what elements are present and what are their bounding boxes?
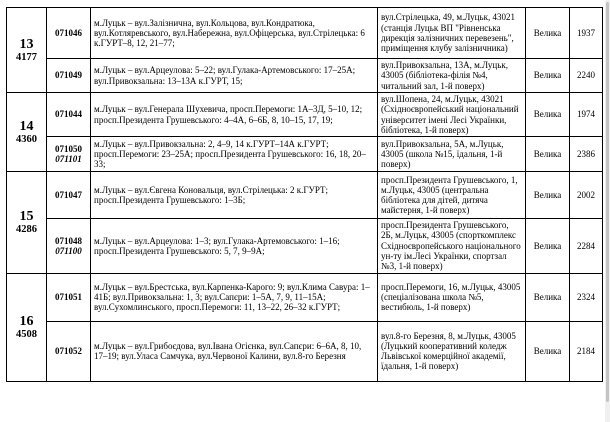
okrug-cell xyxy=(7,8,47,93)
okrug-voter-count: 4360 xyxy=(16,133,37,145)
location-cell: просп.Перемоги, 16, м.Луцьк, 43005 (спеціалізована школа №5, вестибюль, 1-й поверх) xyxy=(378,273,526,321)
address-cell: м.Луцьк – вул.Генерала Шухевича, просп.Перемоги: 1А–3Д, 5–10, 12; просп.Президента Грушевського: 4–4А, 6–6Б, 8, 10–15, 17, 19; xyxy=(91,93,378,137)
voters-cell: 1974 xyxy=(570,93,603,137)
voters-cell: 1937 xyxy=(570,8,603,59)
voters-cell: 2324 xyxy=(570,273,603,321)
station-number-cell xyxy=(47,59,91,93)
okrug-voter-count: 4508 xyxy=(16,328,37,340)
table-row xyxy=(7,172,603,219)
okrug-number: 13 xyxy=(19,36,34,52)
address-cell: м.Луцьк – вул.Арцеулова: 5–22; вул.Гулака-Артемовського: 17–25А; вул.Привокзальна: 13–13А к.ГУРТ, 15; xyxy=(91,59,378,93)
polling-stations-table xyxy=(6,7,603,382)
station-number-alt: 071100 xyxy=(55,245,82,256)
station-number: 071051 xyxy=(55,292,82,303)
okrug-cell xyxy=(7,93,47,172)
okrug-number: 16 xyxy=(19,313,34,329)
address-cell: м.Луцьк – вул.Грибоєдова, вул.Івана Огієнка, вул.Сапєри: 6–6А, 8, 10, 17–19; вул.Уласа Самчука, вул.Червоної Калини, вул.8-го Березня xyxy=(91,321,378,381)
district-table-container xyxy=(6,7,610,382)
table-row xyxy=(7,93,603,137)
location-cell: просп.Президента Грушевського, 2Б, м.Луцьк, 43005 (спорткомплекс Східноєвропейського національного ун-ту ім.Лесі Українки, спортзал №3, 1-й поверх) xyxy=(378,219,526,273)
location-cell: вул.Шопена, 24, м.Луцьк, 43021 (Східноєвропейський національний університет імені Лесі Українки, бібліотека, 1-й поверх) xyxy=(378,93,526,137)
station-number: 071046 xyxy=(55,27,82,38)
okrug-voter-count: 4286 xyxy=(16,223,37,235)
size-cell: Велика xyxy=(526,93,570,137)
station-number: 071044 xyxy=(55,109,82,120)
table-row xyxy=(7,59,603,93)
okrug-cell xyxy=(7,273,47,381)
voters-cell: 2184 xyxy=(570,321,603,381)
station-number: 071047 xyxy=(55,190,82,201)
location-cell: вул.8-го Березня, 8, м.Луцьк, 43005 (Луцький кооперативний коледж Львівської комерційної академії, їдальня, 1-й поверх) xyxy=(378,321,526,381)
size-cell: Велика xyxy=(526,137,570,172)
voters-cell: 2002 xyxy=(570,172,603,219)
okrug-voter-count: 4177 xyxy=(16,51,37,63)
table-row xyxy=(7,137,603,172)
okrug-number: 15 xyxy=(19,208,34,224)
scrollbar-thumb[interactable] xyxy=(606,2,609,402)
size-cell: Велика xyxy=(526,59,570,93)
station-number-cell xyxy=(47,219,91,273)
station-number-cell xyxy=(47,8,91,59)
voters-cell: 2386 xyxy=(570,137,603,172)
station-number: 071048 xyxy=(55,235,82,246)
size-cell: Велика xyxy=(526,219,570,273)
station-number: 071052 xyxy=(55,346,82,357)
table-row xyxy=(7,321,603,381)
size-cell: Велика xyxy=(526,172,570,219)
voters-cell: 2240 xyxy=(570,59,603,93)
size-cell: Велика xyxy=(526,8,570,59)
station-number-alt: 071101 xyxy=(55,154,82,165)
table-row xyxy=(7,8,603,59)
station-number: 071050 xyxy=(55,143,82,154)
station-number-cell xyxy=(47,137,91,172)
size-cell: Велика xyxy=(526,321,570,381)
vertical-scrollbar[interactable] xyxy=(605,0,610,422)
location-cell: вул.Привокзальна, 5А, м.Луцьк, 43005 (школа №15, їдальня, 1-й поверх) xyxy=(378,137,526,172)
address-cell: м.Луцьк – вул.Євгена Коновальця, вул.Стрілецька: 2 к.ГУРТ; просп.Президента Грушевського: 1–3Б; xyxy=(91,172,378,219)
station-number-cell xyxy=(47,321,91,381)
station-number-cell xyxy=(47,172,91,219)
address-cell: м.Луцьк – вул.Арцеулова: 1–3; вул.Гулака-Артемовського: 1–16; просп.Президента Грушевського: 5, 7, 9–9А; xyxy=(91,219,378,273)
size-cell: Велика xyxy=(526,273,570,321)
voters-cell: 2284 xyxy=(570,219,603,273)
okrug-cell xyxy=(7,172,47,273)
station-number: 071049 xyxy=(55,70,82,81)
address-cell: м.Луцьк – вул.Привокзальна: 2, 4–9, 14 к.ГУРТ–14А к.ГУРТ; просп.Перемоги: 23–25А; просп.Президента Грушевського: 16, 18, 20–33; xyxy=(91,137,378,172)
location-cell: просп.Президента Грушевського, 1, м.Луцьк, 43005 (центральна бібліотека для дітей, дитяча майстерня, 1-й поверх) xyxy=(378,172,526,219)
address-cell: м.Луцьк – вул.Брестська, вул.Карпенка-Карого: 9; вул.Клима Савура: 1–41Б; вул.Привокзальна: 1, 3; вул.Сапєри: 1–5А, 7, 9, 11–15А; вул.Сухомлинського, просп.Перемоги: 11, 13–22, 26–32 к.ГУРТ; xyxy=(91,273,378,321)
okrug-number: 14 xyxy=(19,118,34,134)
location-cell: вул.Привокзальна, 13А, м.Луцьк, 43005 (бібліотека-філія №4, читальний зал, 1-й поверх) xyxy=(378,59,526,93)
address-cell: м.Луцьк – вул.Залізнична, вул.Кольцова, вул.Кондратюка, вул.Котляревського, вул.Набережна, вул.Офіцерська, вул.Стрілецька: 6 к.ГУРТ–8, 12, 21–77; xyxy=(91,8,378,59)
station-number-cell xyxy=(47,273,91,321)
station-number-cell xyxy=(47,93,91,137)
location-cell: вул.Стрілецька, 49, м.Луцьк, 43021 (станція Луцьк ВП "Рівненська дирекція залізничних перевезень", приміщення клубу залізничника) xyxy=(378,8,526,59)
table-row xyxy=(7,219,603,273)
table-row xyxy=(7,273,603,321)
